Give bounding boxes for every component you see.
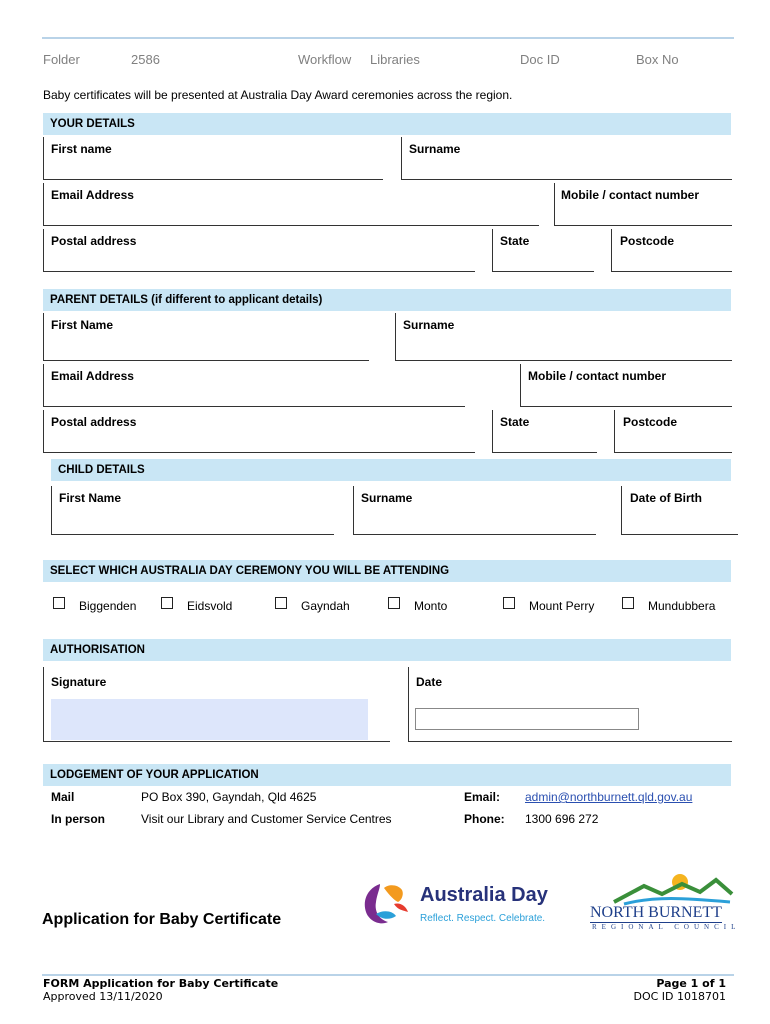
your-surname-field[interactable]: Surname <box>401 137 732 180</box>
libraries-label: Libraries <box>370 52 420 67</box>
folder-value: 2586 <box>131 52 160 67</box>
in-person-label: In person <box>51 812 106 826</box>
signature-input[interactable] <box>51 699 368 740</box>
date-field[interactable]: Date <box>408 667 732 742</box>
north-burnett-logo <box>588 872 741 934</box>
in-person-text: Visit our Library and Customer Service Centres <box>141 812 392 826</box>
your-state-field[interactable]: State <box>492 229 594 272</box>
north-burnett-subtitle: REGIONAL COUNCIL <box>592 923 741 931</box>
parent-surname-field[interactable]: Surname <box>395 313 732 361</box>
checkbox[interactable] <box>275 597 287 609</box>
parent-details-header: PARENT DETAILS (if different to applicant details) <box>43 289 731 311</box>
parent-email-field[interactable]: Email Address <box>43 364 465 407</box>
footer-approved: Approved 13/11/2020 <box>43 990 163 1003</box>
date-input[interactable] <box>415 708 639 730</box>
child-surname-field[interactable]: Surname <box>353 486 596 535</box>
checkbox[interactable] <box>53 597 65 609</box>
parent-postal-field[interactable]: Postal address <box>43 410 475 453</box>
your-details-header: YOUR DETAILS <box>43 113 731 135</box>
checkbox[interactable] <box>161 597 173 609</box>
australia-day-logo <box>358 878 568 934</box>
folder-label: Folder <box>43 52 80 67</box>
your-email-field[interactable]: Email Address <box>43 183 539 226</box>
header-rule <box>42 37 734 39</box>
child-dob-field[interactable]: Date of Birth <box>621 486 738 535</box>
email-link[interactable]: admin@northburnett.qld.gov.au <box>525 790 693 804</box>
checkbox[interactable] <box>622 597 634 609</box>
footer-doc-id: DOC ID 1018701 <box>633 990 726 1003</box>
parent-state-field[interactable]: State <box>492 410 597 453</box>
parent-mobile-field[interactable]: Mobile / contact number <box>520 364 732 407</box>
authorisation-header: AUTHORISATION <box>43 639 731 661</box>
footer-form-name: FORM Application for Baby Certificate <box>43 977 279 990</box>
workflow-label: Workflow <box>298 52 352 67</box>
ceremony-header: SELECT WHICH AUSTRALIA DAY CEREMONY YOU WILL BE ATTENDING <box>43 560 731 582</box>
checkbox[interactable] <box>388 597 400 609</box>
parent-postcode-field[interactable]: Postcode <box>614 410 732 453</box>
signature-field[interactable]: Signature <box>43 667 390 742</box>
your-postal-field[interactable]: Postal address <box>43 229 475 272</box>
phone-number: 1300 696 272 <box>525 812 599 826</box>
box-no-label: Box No <box>636 52 679 67</box>
phone-label: Phone: <box>464 812 505 826</box>
lodgement-header: LODGEMENT OF YOUR APPLICATION <box>43 764 731 786</box>
footer-page-number: Page 1 of 1 <box>656 977 726 990</box>
mail-address: PO Box 390, Gayndah, Qld 4625 <box>141 790 317 804</box>
child-first-name-field[interactable]: First Name <box>51 486 334 535</box>
child-details-header: CHILD DETAILS <box>51 459 731 481</box>
australia-day-wordmark: Australia Day <box>420 884 548 906</box>
your-mobile-field[interactable]: Mobile / contact number <box>554 183 732 226</box>
email-label: Email: <box>464 790 501 804</box>
doc-id-label: Doc ID <box>520 52 560 67</box>
checkbox[interactable] <box>503 597 515 609</box>
form-title: Application for Baby Certificate <box>42 911 282 928</box>
your-first-name-field[interactable]: First name <box>43 137 383 180</box>
footer-rule <box>42 974 734 976</box>
parent-first-name-field[interactable]: First Name <box>43 313 369 361</box>
australia-day-tagline: Reflect. Respect. Celebrate. <box>420 913 546 924</box>
north-burnett-emblem-icon <box>604 872 734 906</box>
intro-text: Baby certificates will be presented at Australia Day Award ceremonies across the region. <box>43 88 513 102</box>
your-postcode-field[interactable]: Postcode <box>611 229 732 272</box>
australia-day-emblem-icon <box>358 880 414 928</box>
mail-label: Mail <box>51 790 75 804</box>
north-burnett-wordmark: NORTH BURNETT <box>590 904 722 921</box>
